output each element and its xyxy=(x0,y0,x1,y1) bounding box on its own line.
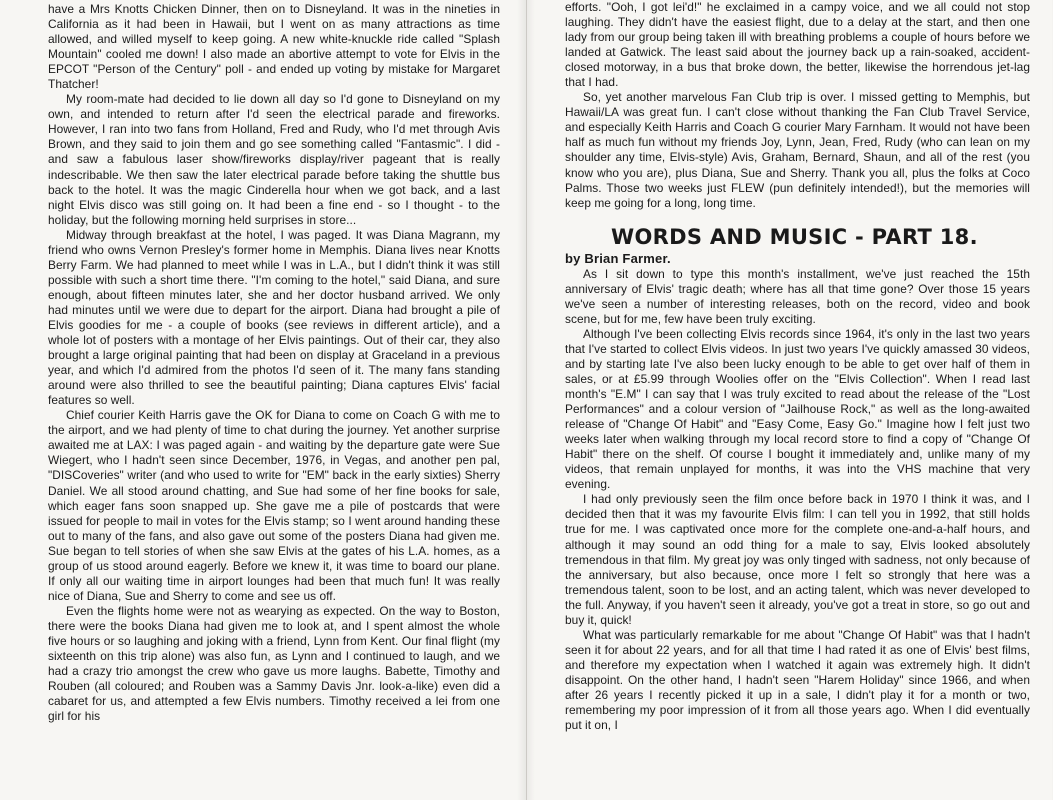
right-paragraph-1: efforts. "Ooh, I got lei'd!" he exclaimed in a campy voice, and we all could not stop laughing. They didn't have the easiest flight, due to a delay at the start, and then one lady from our group being taken ill with breathing problems a couple of hours before we landed at Gatwick. The least said about the journey back up a rain-soaked, accident-closed motorway, in a bus that broke down, the better, likewise the horrendous jet-lag that I had. xyxy=(565,0,1030,90)
left-paragraph-2: My room-mate had decided to lie down all day so I'd gone to Disneyland on my own, and intended to return after I'd seen the electrical parade and fireworks. However, I ran into two fans from Holland, Fred and Rudy, who I'd met through Avis Brown, and they said to join them and go see something called "Fantasmic". I did - and saw a fabulous laser show/fireworks display/river pageant that is really indescribable. We then saw the later electrical parade before taking the shuttle bus back to the hotel. It was the magic Cinderella hour when we got back, and a last night Elvis disco was still going on. It had been a fine end - so I thought - to the holiday, but the following morning held surprises in store... xyxy=(48,92,500,227)
article-paragraph-3: I had only previously seen the film once before back in 1970 I think it was, and I decided then that it was my favourite Elvis film: I can tell you in 1992, that still holds true for me. I was captivated once more for the complete one-and-a-half hours, and although it may sound an odd thing for a male to say, Elvis looked absolutely tremendous in that film. My great joy was only tinged with sadness, not only because of the anniversary, but also because, once more I felt so strongly that here was a tremendous talent, soon to be lost, and an acting talent, which was never developed to the full. Anyway, if you haven't seen it already, you've got a treat in store, so go out and buy it, quick! xyxy=(565,492,1030,627)
left-paragraph-4: Chief courier Keith Harris gave the OK for Diana to come on Coach G with me to the airport, and we had plenty of time to chat during the journey. Yet another surprise awaited me at LAX: I was paged again - and waiting by the departure gate were Sue Wiegert, who I hadn't seen since December, 1976, in Vegas, and another pen pal, "DISCoveries" writer (and who used to write for "EM" back in the early sixties) Sherry Daniel. We all stood around chatting, and Sue had some of her fine books for sale, which eager fans soon snapped up. She gave me a pile of postcards that were issued for people to mail in votes for the Elvis stamp; so I went around handing these out to many of the fans, and also gave out some of the posters Diana had given me. Sue began to tell stories of when she saw Elvis at the gates of his L.A. homes, as a group of us stood around eagerly. Before we knew it, it was time to board our plane. If only all our waiting time in airport lounges had been that much fun! It was really nice of Diana, Sue and Sherry to come and see us off. xyxy=(48,408,500,603)
left-paragraph-5: Even the flights home were not as wearying as expected. On the way to Boston, there were the books Diana had given me to look at, and I spent almost the whole five hours or so laughing and joking with a friend, Lynn from Kent. Our final flight (my sixteenth on this trip alone) was also fun, as Lynn and I continued to laugh, and we had a crazy trio amongst the crew who gave us more laughs. Babette, Timothy and Rouben (all coloured; and Rouben was a Sammy Davis Jnr. look-a-like) even did a cabaret for us, and attempted a few Elvis numbers. Timothy received a lei from one girl for his xyxy=(48,603,500,724)
left-paragraph-3: Midway through breakfast at the hotel, I was paged. It was Diana Magrann, my friend who owns Vernon Presley's former home in Memphis. Diana lives near Knotts Berry Farm. We had planned to meet while I was in L.A., but I didn't think it was still possible with such a short time there. "I'm coming to the hotel," said Diana, and sure enough, about fifteen minutes later, she and her doctor husband arrived. We only had minutes until we were due to depart for the airport. Diana had brought a pile of Elvis goodies for me - a couple of books (see reviews in different article), and a whole lot of posters with a montage of her Elvis paintings. Out of their car, they also brought a large original painting that had been on display at Graceland in a previous year, and which I'd admired from the photos I'd seen of it. The many fans standing around were also thrilled to see the beautiful painting; Diana captures Elvis' facial features so well. xyxy=(48,227,500,408)
article-title: WORDS AND MUSIC - PART 18. xyxy=(611,224,978,249)
article-paragraph-4: What was particularly remarkable for me about "Change Of Habit" was that I hadn't seen it for about 22 years, and for all that time I had rated it as one of Elvis' best films, and therefore my expectation when I watched it again was extremely high. It didn't disappoint. On the other hand, I hadn't seen "Harem Holiday" since 1966, and when after 26 years I recently picked it up in a sale, I didn't play it for a month or two, remembering my poor impression of it from all those years ago. When I did eventually put it on, I xyxy=(565,627,1030,733)
right-page xyxy=(526,0,1052,800)
article-byline: by Brian Farmer. xyxy=(565,250,671,266)
right-paragraph-2: So, yet another marvelous Fan Club trip is over. I missed getting to Memphis, but Hawaii/LA was great fun. I can't close without thanking the Fan Club Travel Service, and especially Keith Harris and Coach G courier Mary Farnham. It would not have been half as much fun without my friends Joy, Lynn, Jean, Fred, Rudy (who can lean on my shoulder any time, Elvis-style) Avis, Graham, Bernard, Shaun, and all of the rest (you know who you are), plus Diana, Sue and Sherry. Thank you all, plus the folks at Coco Palms. Those two weeks just FLEW (pun definitely intended!), but the memories will keep me going for a long, long time. xyxy=(565,90,1030,210)
article-paragraph-1: As I sit down to type this month's installment, we've just reached the 15th anniversary of Elvis' tragic death; where has all that time gone? Over those 15 years we've seen a number of interesting releases, both on the record, video and book scene, but for me, few have been truly exciting. xyxy=(565,266,1030,326)
left-paragraph-1: have a Mrs Knotts Chicken Dinner, then on to Disneyland. It was in the nineties in California as it had been in Hawaii, but I went on as many attractions as time allowed, and willed myself to keep going. A new white-knuckle ride called "Splash Mountain" cooled me down! I also made an abortive attempt to vote for Elvis in the EPCOT "Person of the Century" poll - and ended up voting by mistake for Margaret Thatcher! xyxy=(48,2,500,92)
article-paragraph-2: Although I've been collecting Elvis records since 1964, it's only in the last two years that I've started to collect Elvis videos. In just two years I've quickly amassed 30 videos, and by starting late I've also been lucky enough to be able to get over half of them in sales, or at £5.99 through Woolies offer on the "Elvis Collection". When I read last month's "E.M" I can say that I was truly excited to read about the release of the "Lost Performances" and a colour version of "Jailhouse Rock," as well as the long-awaited release of "Change Of Habit" and "Easy Come, Easy Go." Imagine how I felt just two weeks later when walking through my local record store to find a copy of "Change Of Habit" there on the shelf. Of course I bought it immediately and, unlike many of my videos, that remain unplayed for months, it was into the VHS machine that very evening. xyxy=(565,326,1030,492)
left-page xyxy=(0,0,526,800)
